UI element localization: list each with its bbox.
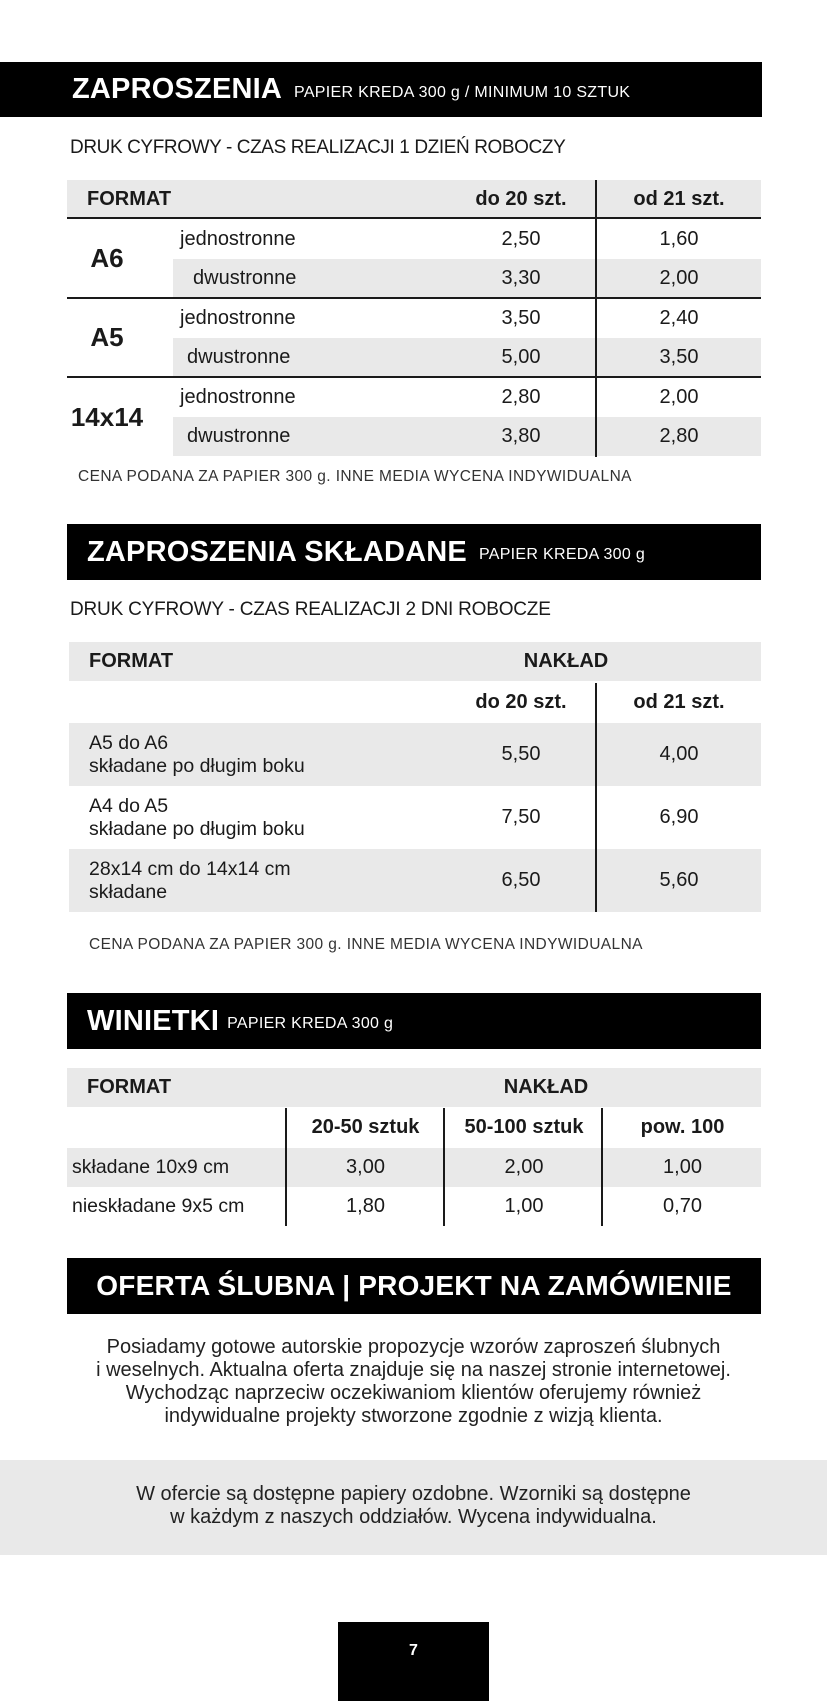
row-label: dwustronne [193, 267, 297, 289]
column-divider [601, 1108, 603, 1226]
section-header-zaproszenia-skladane [67, 524, 761, 580]
value-cell: 6,90 [659, 806, 699, 828]
value-cell: 4,00 [659, 743, 699, 765]
section-header-zaproszenia [0, 62, 762, 117]
value-cell: 3,30 [501, 267, 541, 289]
row-label: jednostronne [180, 386, 296, 408]
price-note: CENA PODANA ZA PAPIER 300 g. INNE MEDIA WYCENA INDYWIDUALNA [89, 936, 643, 953]
column-divider [595, 683, 597, 912]
value-cell: 3,00 [346, 1156, 385, 1178]
value-cell: 2,00 [659, 267, 699, 289]
row-label [89, 732, 305, 778]
value-cell: 2,40 [659, 307, 699, 329]
header-col1: do 20 szt. [475, 187, 567, 210]
section-title-note: PAPIER KREDA 300 g [478, 546, 646, 563]
header-format: FORMAT [87, 1076, 172, 1098]
paragraph-line: i weselnych. Aktualna oferta znajduje się na naszej stronie internetowej. [96, 1359, 731, 1381]
section-title: ZAPROSZENIA SKŁADANE [87, 535, 467, 568]
format-label: A5 [90, 322, 124, 352]
value-cell: 2,00 [659, 386, 699, 408]
header-col2: od 21 szt. [633, 187, 725, 210]
divider [67, 217, 761, 219]
value-cell: 3,50 [501, 307, 541, 329]
header-col3: pow. 100 [640, 1116, 725, 1138]
column-divider [285, 1108, 287, 1226]
row-label-line2: składane [89, 881, 168, 903]
value-cell: 1,00 [663, 1156, 702, 1178]
section-header-oferta-slubna [67, 1258, 761, 1314]
header-col1: 20-50 sztuk [311, 1116, 420, 1138]
section-subtitle: DRUK CYFROWY - CZAS REALIZACJI 2 DNI ROBOCZE [70, 599, 551, 620]
row-label [89, 795, 305, 841]
header-naklad: NAKŁAD [523, 650, 609, 672]
header-format: FORMAT [87, 187, 172, 210]
row-label: jednostronne [180, 227, 296, 250]
table-header-row [67, 1068, 761, 1107]
header-col2: od 21 szt. [633, 690, 725, 713]
section-title-note: PAPIER KREDA 300 g [227, 1015, 394, 1032]
value-cell: 5,50 [501, 743, 541, 765]
value-cell: 2,80 [659, 425, 699, 447]
row-label-line1: A4 do A5 [89, 795, 169, 817]
section-title-note: PAPIER KREDA 300 g / MINIMUM 10 SZTUK [294, 83, 631, 101]
header-col2: 50-100 sztuk [464, 1116, 584, 1138]
row-label-line1: 28x14 cm do 14x14 cm [89, 858, 291, 880]
value-cell: 2,80 [501, 386, 541, 408]
row-label: składane 10x9 cm [72, 1156, 230, 1178]
paragraph-line: indywidualne projekty stworzone zgodnie z wizją klienta. [164, 1405, 663, 1427]
value-cell: 2,00 [504, 1156, 544, 1178]
row-label-line1: A5 do A6 [89, 732, 169, 754]
section-header-winietki [67, 993, 761, 1049]
column-divider [595, 180, 597, 457]
value-cell: 3,50 [659, 346, 699, 368]
value-cell: 6,50 [501, 869, 541, 891]
paragraph-line: Wychodząc naprzeciw oczekiwaniom klientów oferujemy również [125, 1382, 702, 1404]
value-cell: 1,60 [659, 227, 699, 250]
row-label: jednostronne [180, 307, 296, 329]
format-label: 14x14 [70, 401, 144, 432]
value-cell: 0,70 [663, 1195, 702, 1217]
header-col1: do 20 szt. [475, 690, 567, 713]
section-title: WINIETKI [87, 1004, 220, 1037]
row-label [89, 858, 291, 904]
column-divider [443, 1108, 445, 1226]
price-note: CENA PODANA ZA PAPIER 300 g. INNE MEDIA WYCENA INDYWIDUALNA [78, 468, 632, 485]
value-cell: 1,00 [504, 1195, 544, 1217]
section-subtitle: DRUK CYFROWY - CZAS REALIZACJI 1 DZIEŃ ROBOCZY [70, 137, 566, 158]
info-box-line: W ofercie są dostępne papiery ozdobne. Wzorniki są dostępne [136, 1483, 691, 1505]
value-cell: 3,80 [501, 425, 541, 447]
row-label: nieskładane 9x5 cm [72, 1195, 245, 1217]
row-label-line2: składane po długim boku [89, 818, 305, 840]
format-label: A6 [90, 242, 124, 273]
section-title: ZAPROSZENIA [72, 73, 283, 105]
section-title: OFERTA ŚLUBNA | PROJEKT NA ZAMÓWIENIE [96, 1270, 732, 1301]
value-cell: 7,50 [501, 806, 541, 828]
page-number: 7 [409, 1642, 418, 1659]
value-cell: 5,60 [659, 869, 699, 891]
header-naklad: NAKŁAD [503, 1076, 589, 1098]
value-cell: 5,00 [501, 346, 541, 368]
row-label: dwustronne [187, 346, 291, 368]
row-label-line2: składane po długim boku [89, 755, 305, 777]
header-format: FORMAT [89, 650, 174, 672]
value-cell: 1,80 [346, 1195, 385, 1217]
value-cell: 2,50 [501, 227, 541, 250]
info-box-line: w każdym z naszych oddziałów. Wycena indywidualna. [170, 1506, 657, 1528]
page-number-box [338, 1622, 489, 1701]
row-label: dwustronne [187, 425, 291, 447]
paragraph-line: Posiadamy gotowe autorskie propozycje wzorów zaproszeń ślubnych [106, 1336, 721, 1358]
